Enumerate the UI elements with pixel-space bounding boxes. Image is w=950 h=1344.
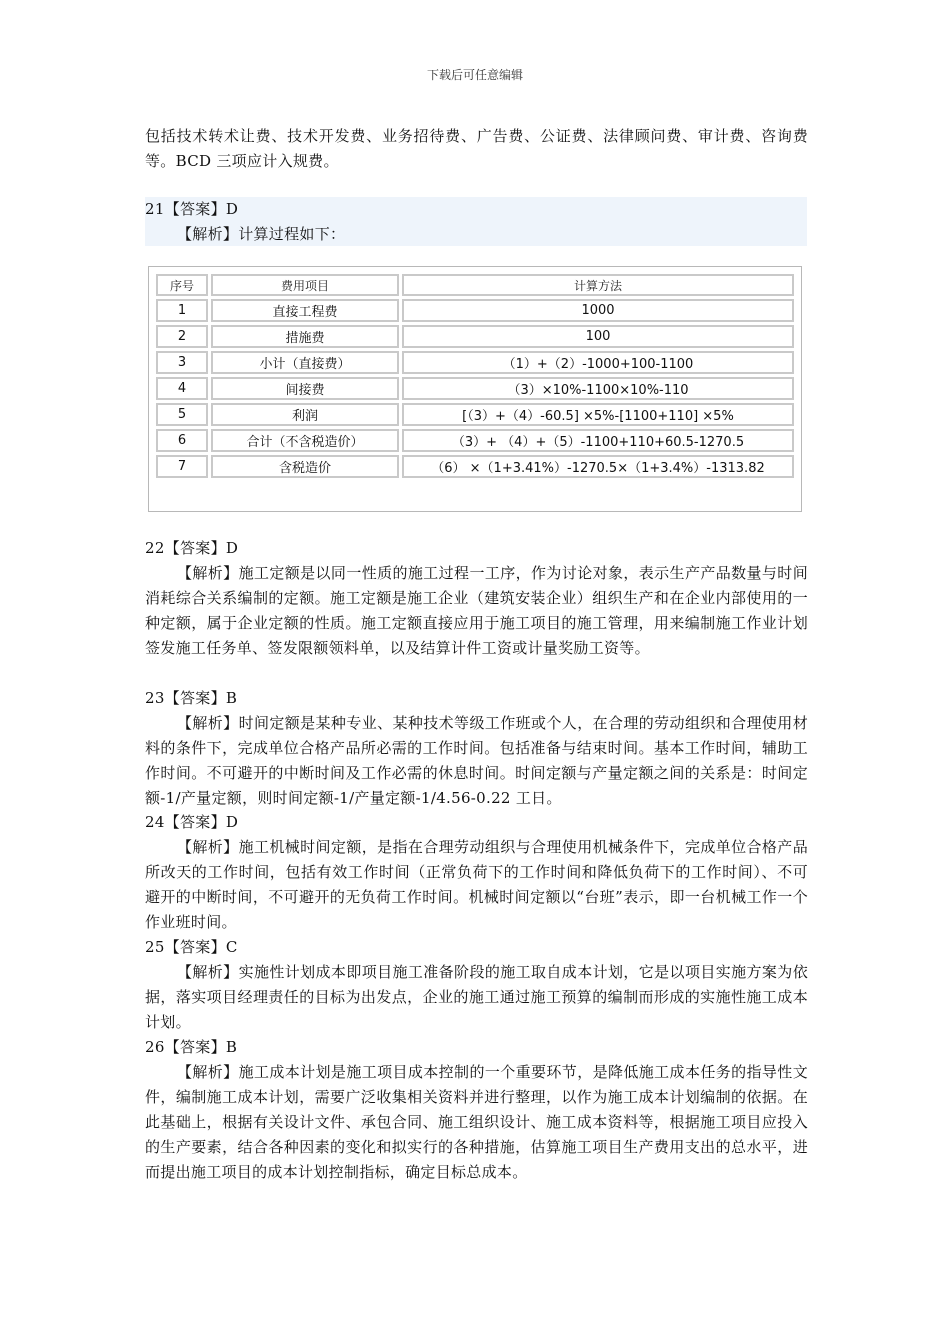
cell-item: 小计（直接费） bbox=[211, 351, 399, 374]
header-no: 序号 bbox=[156, 274, 208, 296]
cell-no: 1 bbox=[156, 299, 208, 322]
header-item: 费用项目 bbox=[211, 274, 399, 296]
cell-item: 直接工程费 bbox=[211, 299, 399, 322]
q21-answer: 21【答案】D bbox=[145, 200, 239, 218]
cell-item: 利润 bbox=[211, 403, 399, 426]
q25-analysis: 【解析】实施性计划成本即项目施工准备阶段的施工取自成本计划，它是以项目实施方案为依据，落实项目经理责任的目标为出发点，企业的施工通过施工预算的编制而形成的实施性施工成本计划。 bbox=[145, 963, 808, 1031]
q24-answer: 24【答案】D bbox=[145, 813, 239, 831]
cell-method: 100 bbox=[402, 325, 794, 348]
q24-analysis: 【解析】施工机械时间定额，是指在合理劳动组织与合理使用机械条件下，完成单位合格产品所改天的工作时间，包括有效工作时间（正常负荷下的工作时间和降低负荷下的工作时间）、不可避开的中断时间，不可避开的无负荷工作时间。机械时间定额以“台班”表示，即一台机械工作一个作业班时间。 bbox=[145, 838, 808, 931]
q26-answer: 26【答案】B bbox=[145, 1038, 238, 1056]
q22-answer: 22【答案】D bbox=[145, 539, 239, 557]
q22-block bbox=[145, 536, 808, 661]
cell-item: 合计（不含税造价） bbox=[211, 429, 399, 452]
q21-block bbox=[145, 197, 808, 247]
cell-method: （3）+ （4）+（5）-1100+110+60.5-1270.5 bbox=[402, 429, 794, 452]
table-row bbox=[156, 377, 794, 400]
cell-method: （6） ×（1+3.41%）-1270.5×（1+3.4%）-1313.82 bbox=[402, 455, 794, 478]
table-row bbox=[156, 403, 794, 426]
q22-analysis: 【解析】施工定额是以同一性质的施工过程一工序，作为讨论对象，表示生产产品数量与时间消耗综合关系编制的定额。施工定额是施工企业（建筑安装企业）组织生产和在企业内部使用的一种定额，属于企业定额的性质。施工定额直接应用于施工项目的施工管理，用来编制施工作业计划签发施工任务单、签发限额领料单，以及结算计件工资或计量奖励工资等。 bbox=[145, 564, 808, 657]
table-row bbox=[156, 325, 794, 348]
q21-analysis: 【解析】计算过程如下： bbox=[177, 225, 346, 243]
q23-answer: 23【答案】B bbox=[145, 689, 238, 707]
cell-no: 7 bbox=[156, 455, 208, 478]
q26-analysis: 【解析】施工成本计划是施工项目成本控制的一个重要环节，是降低施工成本任务的指导性文件，编制施工成本计划，需要广泛收集相关资料并进行整理，以作为施工成本计划编制的依据。在此基础上，根据有关设计文件、承包合同、施工组织设计、施工成本资料等，根据施工项目应投入的生产要素，结合各种因素的变化和拟实行的各种措施，估算施工项目生产费用支出的总水平，进而提出施工项目的成本计划控制指标，确定目标总成本。 bbox=[145, 1063, 808, 1181]
table-row bbox=[156, 299, 794, 322]
cell-method: 1000 bbox=[402, 299, 794, 322]
cell-method: （1）+（2）-1000+100-1100 bbox=[402, 351, 794, 374]
cell-item: 间接费 bbox=[211, 377, 399, 400]
header-method: 计算方法 bbox=[402, 274, 794, 296]
table-row bbox=[156, 351, 794, 374]
q25-block bbox=[145, 935, 808, 1035]
q26-block bbox=[145, 1035, 808, 1185]
cell-no: 3 bbox=[156, 351, 208, 374]
cell-no: 4 bbox=[156, 377, 208, 400]
cell-method: （3）×10%-1100×10%-110 bbox=[402, 377, 794, 400]
cell-no: 2 bbox=[156, 325, 208, 348]
q23-block bbox=[145, 686, 808, 811]
table-row bbox=[156, 455, 794, 478]
calculation-table-frame bbox=[148, 266, 802, 512]
calculation-table bbox=[153, 271, 797, 481]
q24-block bbox=[145, 810, 808, 935]
cell-item: 含税造价 bbox=[211, 455, 399, 478]
cell-no: 5 bbox=[156, 403, 208, 426]
q25-answer: 25【答案】C bbox=[145, 938, 238, 956]
table-header-row bbox=[156, 274, 794, 296]
cell-no: 6 bbox=[156, 429, 208, 452]
cell-method: [（3）+（4）-60.5] ×5%-[1100+110] ×5% bbox=[402, 403, 794, 426]
cell-item: 措施费 bbox=[211, 325, 399, 348]
q23-analysis: 【解析】时间定额是某种专业、某种技术等级工作班或个人，在合理的劳动组织和合理使用材料的条件下，完成单位合格产品所必需的工作时间。包括准备与结束时间。基本工作时间，辅助工作时间。不可避开的中断时间及工作必需的休息时间。时间定额与产量定额之间的关系是：时间定额-1/产量定额，则时间定额-1/产量定额-1/4.56-0.22 工日。 bbox=[145, 714, 808, 807]
page-header: 下载后可任意编辑 bbox=[426, 68, 523, 82]
table-row bbox=[156, 429, 794, 452]
intro-paragraph: 包括技术转术让费、技术开发费、业务招待费、广告费、公证费、法律顾问费、审计费、咨询费等。BCD 三项应计入规费。 bbox=[145, 127, 808, 170]
